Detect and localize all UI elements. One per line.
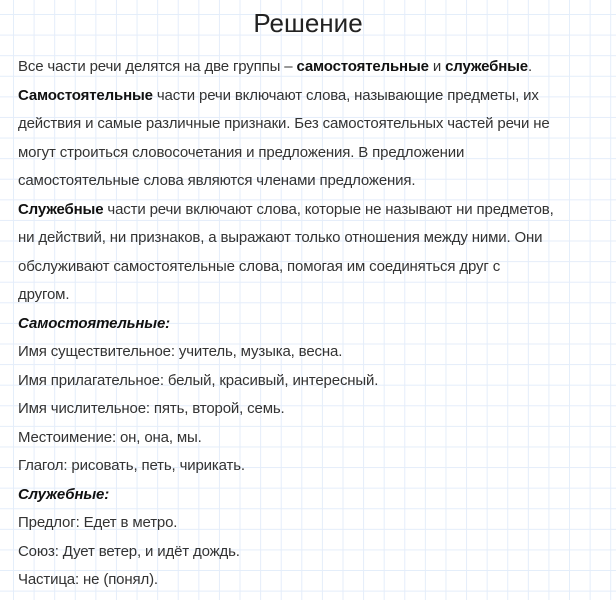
- list-item: Местоимение: он, она, мы.: [18, 428, 202, 446]
- list-item: Имя прилагательное: белый, красивый, интересный.: [18, 371, 379, 389]
- independent-paragraph-line: действия и самые различные признаки. Без самостоятельных частей речи не: [18, 115, 550, 132]
- paragraph-text: части речи включают слова, которые не называют ни предметов,: [103, 200, 554, 218]
- list-item: Предлог: Едет в метро.: [18, 514, 178, 531]
- intro-text-mid: и: [428, 58, 446, 75]
- independent-term: Самостоятельные: [18, 86, 153, 104]
- intro-line: [18, 53, 613, 82]
- list-item: Имя существительное: учитель, музыка, весна.: [18, 343, 343, 360]
- auxiliary-paragraph-line: обслуживают самостоятельные слова, помогая им соединяться друг с: [18, 257, 501, 275]
- auxiliary-paragraph-line: другом.: [18, 286, 70, 303]
- intro-text-before: Все части речи делятся на две группы –: [18, 58, 297, 75]
- independent-paragraph-line: самостоятельные слова являются членами предложения.: [18, 172, 416, 189]
- list-item: Союз: Дует ветер, и идёт дождь.: [18, 542, 240, 560]
- list-item: Частица: не (понял).: [18, 571, 158, 588]
- independent-list-heading: Самостоятельные:: [18, 314, 170, 332]
- auxiliary-term: Служебные: [18, 200, 104, 218]
- auxiliary-paragraph-line: ни действий, ни признаков, а выражают только отношения между ними. Они: [18, 229, 543, 246]
- independent-paragraph-line: могут строиться словосочетания и предложения. В предложении: [18, 143, 465, 161]
- auxiliary-list-heading: Служебные:: [18, 485, 110, 503]
- independent-paragraph-line: [18, 82, 613, 111]
- page-title: Решение: [253, 8, 363, 38]
- list-item: Глагол: рисовать, петь, чирикать.: [18, 457, 245, 474]
- intro-bold-auxiliary: служебные: [445, 58, 528, 75]
- intro-bold-independent: самостоятельные: [296, 58, 429, 75]
- list-item: Имя числительное: пять, второй, семь.: [18, 400, 285, 417]
- paragraph-text: части речи включают слова, называющие предметы, их: [152, 86, 539, 104]
- solution-content: [18, 53, 613, 595]
- auxiliary-paragraph-line: [18, 196, 613, 225]
- intro-text-after: .: [528, 58, 533, 75]
